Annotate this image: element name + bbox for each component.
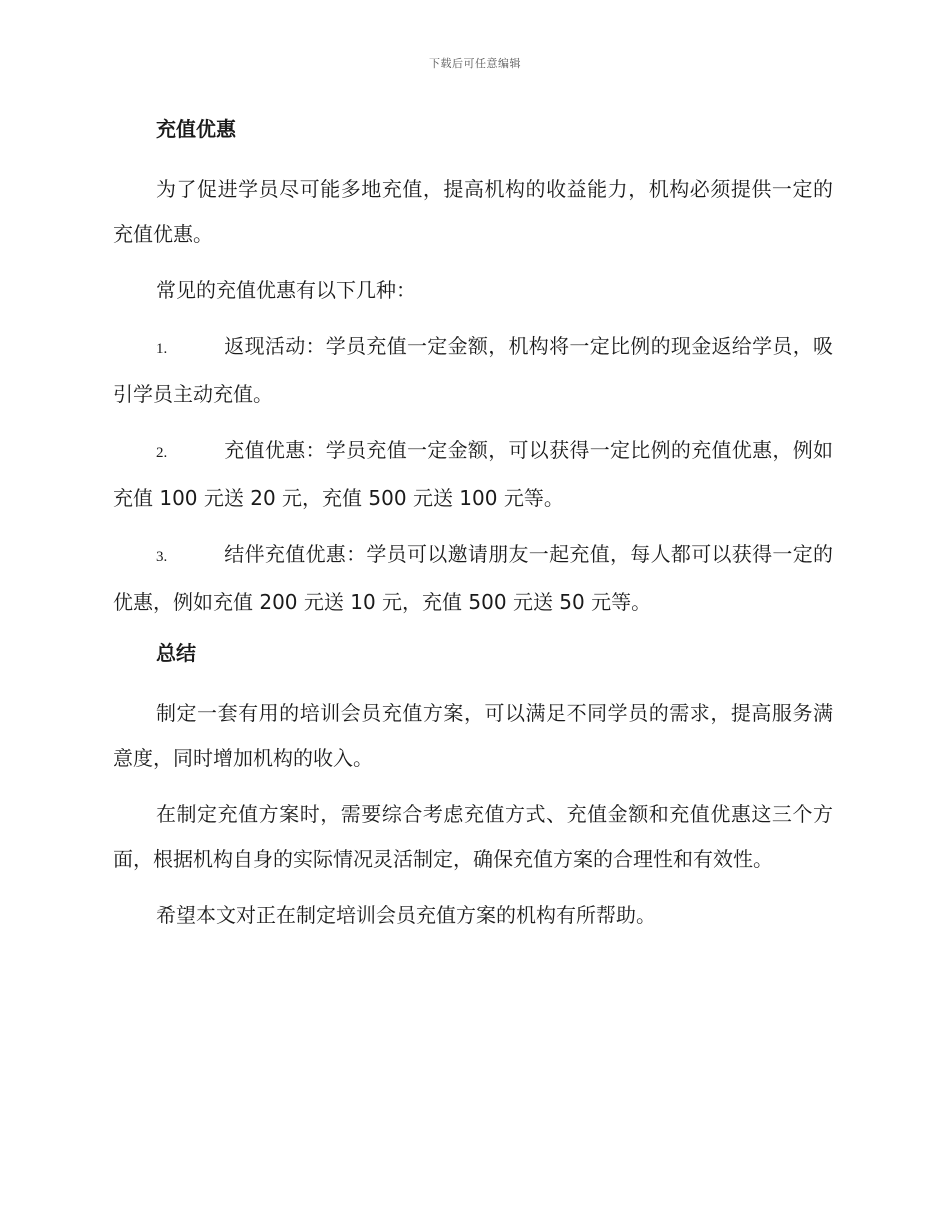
list-lead-paragraph: 常见的充值优惠有以下几种： <box>156 278 416 302</box>
list-item <box>113 324 833 417</box>
list-item <box>113 428 833 521</box>
list-item-number: 2. <box>156 445 168 461</box>
list-item-number: 3. <box>156 549 168 565</box>
intro-paragraph: 为了促进学员尽可能多地充值，提高机构的收益能力，机构必须提供一定的充值优惠。 <box>113 177 833 246</box>
summary-paragraph: 在制定充值方案时，需要综合考虑充值方式、充值金额和充值优惠这三个方面，根据机构自身的实际情况灵活制定，确保充值方案的合理性和有效性。 <box>113 802 833 871</box>
document-body <box>113 112 833 949</box>
list-item-text: 返现活动：学员充值一定金额，机构将一定比例的现金返给学员，吸引学员主动充值。 <box>113 334 833 406</box>
header-note: 下载后可任意编辑 <box>429 57 521 70</box>
summary-paragraph: 制定一套有用的培训会员充值方案，可以满足不同学员的需求，提高服务满意度，同时增加机构的收入。 <box>113 701 833 770</box>
list-item-text: 结伴充值优惠：学员可以邀请朋友一起充值，每人都可以获得一定的优惠，例如充值 200 元送 10 元，充值 500 元送 50 元等。 <box>113 542 833 614</box>
list-item-text: 充值优惠：学员充值一定金额，可以获得一定比例的充值优惠，例如充值 100 元送 20 元，充值 500 元送 100 元等。 <box>113 438 833 510</box>
list-item <box>113 532 833 625</box>
section-heading-summary: 总结 <box>156 641 196 665</box>
summary-paragraph: 希望本文对正在制定培训会员充值方案的机构有所帮助。 <box>156 903 656 927</box>
list-item-number: 1. <box>156 341 168 357</box>
section-heading-recharge-offers: 充值优惠 <box>156 117 236 141</box>
